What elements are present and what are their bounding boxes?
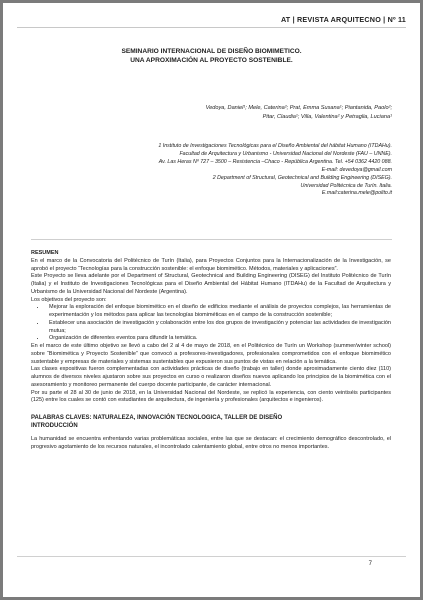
authors-line: Vedoya, Daniel¹; Mele, Caterina²; Prat, Emma Susana¹; Piantanida, Paolo²;	[205, 105, 392, 111]
affiliation-divider	[31, 239, 392, 240]
affiliation-email: E-mail: devedoya@gmail.com	[321, 166, 392, 173]
abstract-heading: RESUMEN	[31, 250, 59, 256]
affiliation-email: E.mail:caterina.mele@polito.it	[321, 190, 392, 197]
running-head: AT | REVISTA ARQUITECNO | Nº 11	[280, 15, 406, 24]
page-number: 7	[368, 561, 372, 567]
affiliation-line: Universidad Politécnica de Turín. Italia.	[300, 182, 392, 189]
authors-line: Pitar, Claudia¹; Villa, Valentina² y Petraglia, Luciana¹	[262, 114, 392, 121]
abstract-paragraph: Por su parte el 28 al 30 de junio de 2018, en la Universidad Nacional del Nordeste, se replicó la experiencia, con ciento veintiséis participantes (125) entre los cuales se contó con estudiantes de arquitectura, de ingeniería y profesionales (arquitectos e ingenieros).	[31, 389, 391, 404]
introduction-heading: INTRODUCCIÓN	[31, 423, 78, 429]
affiliations	[32, 143, 392, 198]
abstract-paragraph: Las clases expositivas fueron complementadas con actividades prácticas de diseño (trabajo en taller) donde aproximadamente ciento diez (110) alumnos de diversos niveles ajustaron sobre sus proyectos en curso o realizaron diseños nuevos aplicando los principios de la biomimética con el asesoramiento y monitoreo permanente del cuerpo docente participante, de carácter internacional.	[31, 366, 391, 388]
abstract-paragraph: En el marco de la Convocatoria del Politécnico de Turín (Italia), para Proyectos Conjuntos para la Internacionalización de la Investigación, se aprobó el proyecto “Tecnologías para la construcción sostenible: el enfoque biomimético. Métodos, materiales y aplicaciones”.	[31, 257, 391, 272]
abstract-paragraph: Los objetivos del proyecto son:	[31, 296, 107, 303]
objectives-list	[31, 304, 391, 343]
list-item: • Organización de diferentes eventos para difundir la temática.	[46, 335, 391, 343]
abstract-paragraph: Este Proyecto se lleva adelante por el Department of Structural, Geotechnical and Building Engineering (DISEG) del Instituto Politécnico de Turín (Italia) y el Instituto de Investigaciones Tecnológicas para el Diseño Ambiental del Hábitat Humano (ITDAHu) de la Facultad de Arquitectura y Urbanismo de la Universidad Nacional del Nordeste (Argentina).	[31, 273, 391, 295]
list-item: • Mejorar la exploración del enfoque biomimético en el diseño de edificios mediante el análisis de proyectos complejos, las herramientas de experimentación y los métodos para aplicar las tecnologías biomiméticas en el campo de la construcción sostenible;	[46, 304, 391, 320]
keywords: PALABRAS CLAVES: NATURALEZA, INNOVACIÓN TECNOLOGICA, TALLER DE DISEÑO	[31, 415, 283, 421]
introduction-paragraph: La humanidad se encuentra enfrentando varias problemáticas sociales, entre las que se destacan: el crecimiento demográfico descontrolado, el progresivo agotamiento de los recursos naturales, el incontrolado calentamiento global, entre otros no menos importantes.	[31, 436, 391, 450]
list-item: • Establecer una asociación de investigación y colaboración entre los dos grupos de investigación y potenciar las actividades de investigación mutua;	[46, 320, 391, 336]
abstract-paragraph: En el marco de este último objetivo se llevó a cabo del 2 al 4 de mayo de 2018, en el Politécnico de Turín un Workshop (summer/winter school) sobre “Biomimética y Proyecto Sostenible” que convocó a profesores-investigadores, profesionales comprometidos con el enfoque biomimético sustentable y empresas de materiales y sistemas sustentables que expusieron sus puntos de vistas en relación a la temática.	[31, 343, 391, 365]
header-divider	[17, 27, 406, 28]
affiliation-line: 1 Instituto de Investigaciones Tecnológicas para el Diseño Ambiental del hábitat Humano (ITDAHu).	[158, 143, 392, 149]
article-title	[3, 47, 420, 65]
affiliation-line: Av. Las Heras Nº 727 – 3500 – Resistencia –Chaco - República Argentina. Tel. +54 0362 4420 088.	[158, 158, 392, 165]
affiliation-line: Facultad de Arquitectura y Urbanismo - Universidad Nacional del Nordeste (FAU – UNNE).	[179, 150, 392, 157]
document-page	[3, 3, 420, 597]
title-line: SEMINARIO INTERNACIONAL DE DISEÑO BIOMIMETICO.	[121, 48, 302, 55]
article-body	[31, 250, 391, 452]
title-line: UNA APROXIMACIÓN AL PROYECTO SOSTENIBLE.	[130, 57, 293, 64]
author-list	[72, 104, 392, 122]
footer-divider	[17, 556, 406, 557]
affiliation-line: 2 Department of Structural, Geotechnical and Building Engineering (DISEG).	[212, 174, 392, 181]
